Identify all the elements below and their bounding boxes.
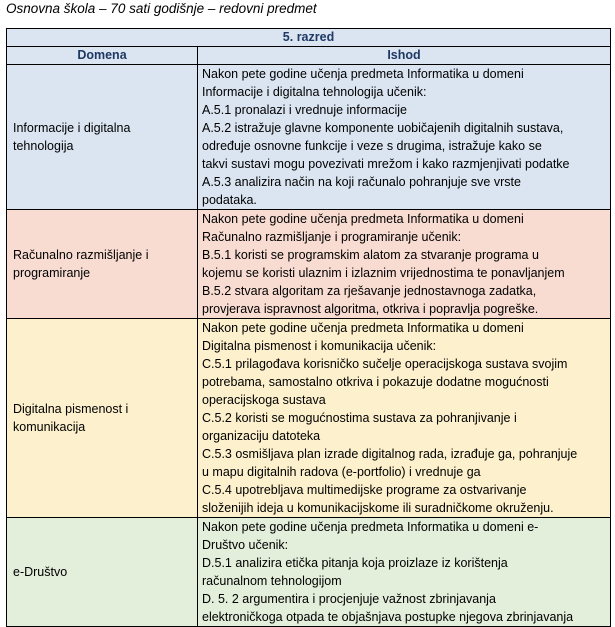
outcome-text: Nakon pete godine učenja predmeta Informatika u domeni <box>202 212 524 226</box>
domain-cell <box>7 210 198 319</box>
outcome-text: D.5.1 analizira etička pitanja koja proizlaze iz korištenja <box>202 556 508 570</box>
grade-header-row <box>7 29 611 47</box>
outcome-text: Nakon pete godine učenja predmeta Informatika u domeni <box>202 67 524 81</box>
domain-cell <box>7 518 198 627</box>
table-row <box>7 210 611 319</box>
domain-text: Informacije i digitalna <box>13 121 131 135</box>
outcome-text: elektroničkoga otpada te objašnjava postupke njegova zbrinjavanja <box>202 610 574 624</box>
outcome-text: određuje osnovne funkcije i veze s drugima, istražuje kako se <box>202 139 542 153</box>
outcome-text: D. 5. 2 argumentira i procjenjuje važnost zbrinjavanja <box>202 592 496 606</box>
outcome-text: B.5.2 stvara algoritam za rješavanje jednostavnoga zadatka, <box>202 284 537 298</box>
grade-header: 5. razred <box>7 29 611 47</box>
outcome-cell <box>198 319 611 518</box>
outcome-text: C.5.4 upotrebljava multimedijske programe za ostvarivanje <box>202 483 527 497</box>
outcome-text: u mapu digitalnih radova (e-portfolio) i vrednuje ga <box>202 465 481 479</box>
outcome-text: C.5.2 koristi se mogućnostima sustava za pohranjivanje i <box>202 411 517 425</box>
outcome-text: potrebama, samostalno otkriva i pokazuje dodatne mogućnosti <box>202 375 549 389</box>
outcome-text: složenijih ideja u komunikacijskome ili suradničkome okruženju. <box>202 501 554 515</box>
domain-text: tehnologija <box>13 139 74 153</box>
outcome-text: Društvo učenik: <box>202 538 289 552</box>
outcome-text: Nakon pete godine učenja predmeta Informatika u domeni e- <box>202 520 539 534</box>
outcome-text: Digitalna pismenost i komunikacija učenik: <box>202 339 437 353</box>
outcome-text: Informacije i digitalna tehnologija učenik: <box>202 85 427 99</box>
table-row <box>7 319 611 518</box>
outcome-text: provjerava ispravnost algoritma, otkriva i popravlja pogreške. <box>202 302 539 316</box>
column-header-domain: Domena <box>7 47 198 65</box>
outcome-cell <box>198 518 611 627</box>
column-header-outcome: Ishod <box>198 47 611 65</box>
outcome-text: kojemu se koristi ulaznim i izlaznim vrijednostima te ponavljanjem <box>202 266 565 280</box>
column-header-row <box>7 47 611 65</box>
outcome-text: takvi sustavi mogu povezivati mrežom i kako razmjenjivati podatke <box>202 157 570 171</box>
outcome-text: A.5.1 pronalazi i vrednuje informacije <box>202 103 407 117</box>
outcome-text: C.5.3 osmišljava plan izrade digitalnog rada, izrađuje ga, pohranjuje <box>202 447 578 461</box>
outcome-text: B.5.1 koristi se programskim alatom za stvaranje programa u <box>202 248 539 262</box>
outcome-cell <box>198 210 611 319</box>
domain-text: komunikacija <box>13 420 86 434</box>
domain-text: programiranje <box>13 266 91 280</box>
outcome-text: C.5.1 prilagođava korisničko sučelje operacijskoga sustava svojim <box>202 357 568 371</box>
domain-cell <box>7 319 198 518</box>
outcome-text: A.5.3 analizira način na koji računalo pohranjuje sve vrste <box>202 175 521 189</box>
domain-text: e-Društvo <box>13 565 68 579</box>
outcome-text: podataka. <box>202 193 257 207</box>
outcome-text: organizaciju datoteka <box>202 429 321 443</box>
outcome-text: Nakon pete godine učenja predmeta Informatika u domeni <box>202 321 524 335</box>
outcome-text: operacijskoga sustava <box>202 393 326 407</box>
table-caption: Osnovna škola – 70 sati godišnje – redovni predmet <box>6 1 317 16</box>
table-row <box>7 65 611 210</box>
table-row <box>7 518 611 627</box>
outcome-text: Računalno razmišljanje i programiranje učenik: <box>202 230 462 244</box>
domain-text: Digitalna pismenost i <box>13 402 129 416</box>
curriculum-table <box>6 28 611 627</box>
outcome-text: računalnom tehnologijom <box>202 574 342 588</box>
domain-cell <box>7 65 198 210</box>
outcome-text: A.5.2 istražuje glavne komponente uobičajenih digitalnih sustava, <box>202 121 564 135</box>
outcome-cell <box>198 65 611 210</box>
domain-text: Računalno razmišljanje i <box>13 248 149 262</box>
